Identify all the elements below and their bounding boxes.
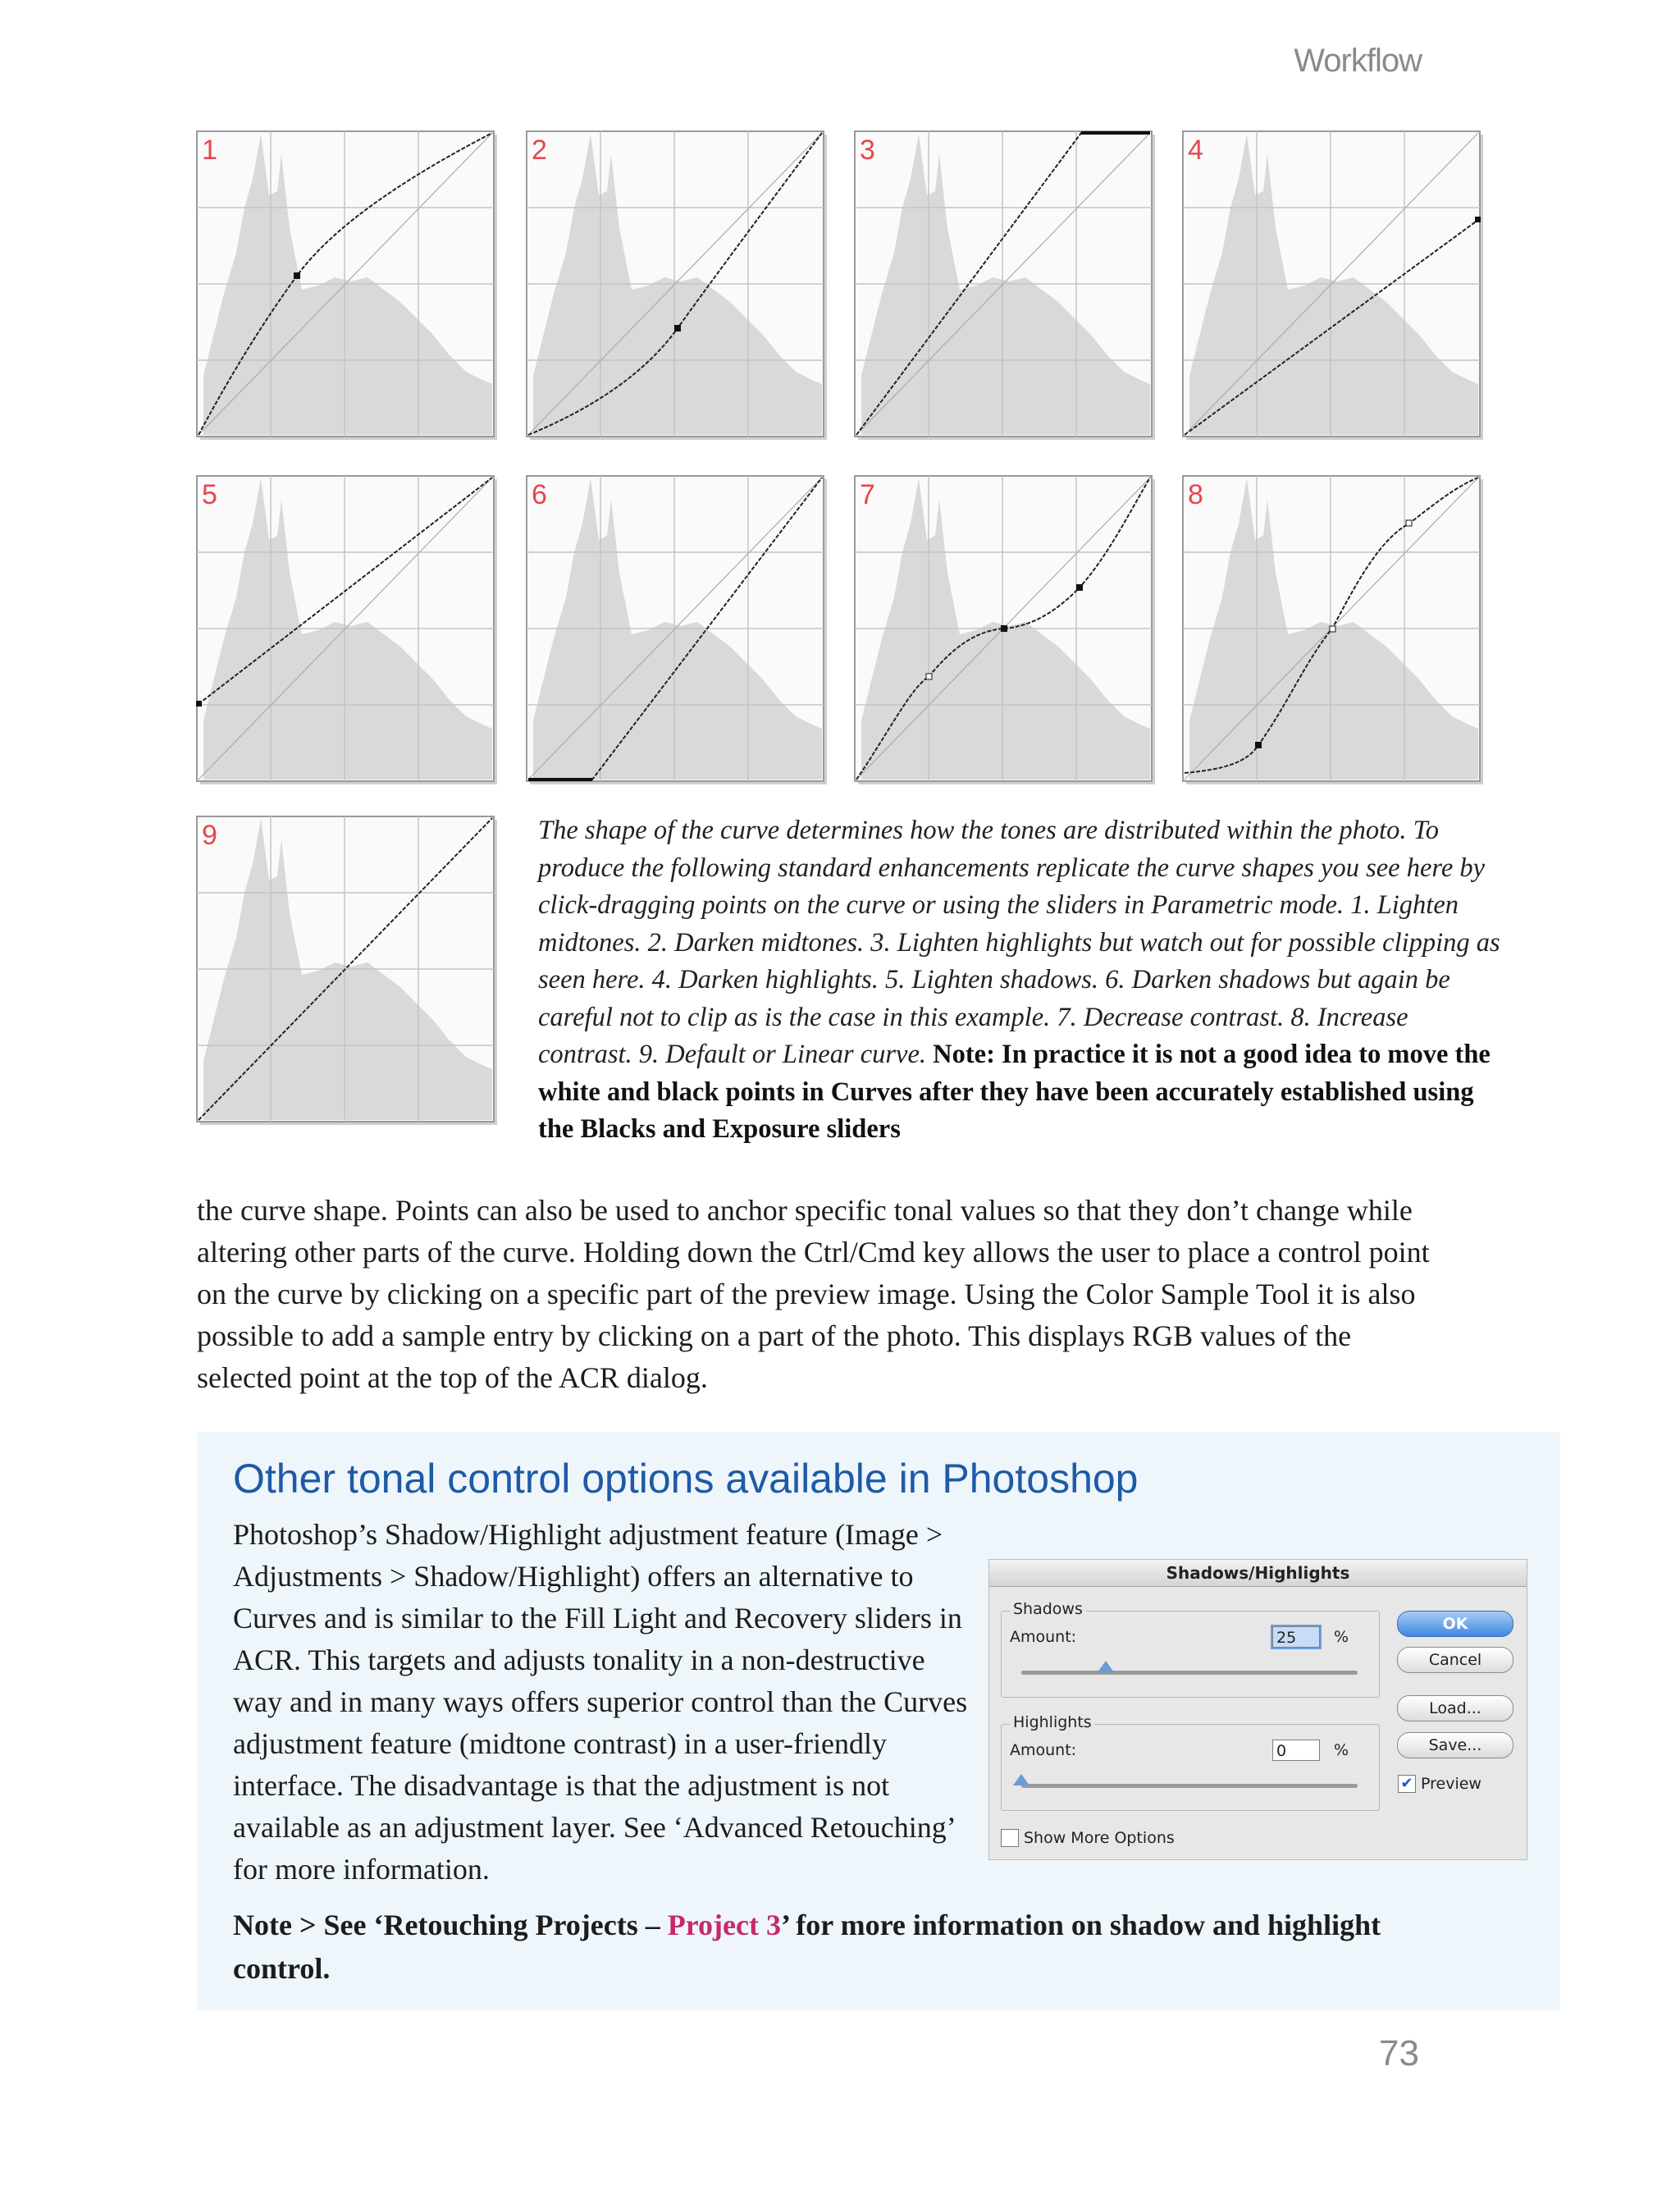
curve-panel-2 [525,130,829,441]
box-title: Other tonal control options available in Photoshop [233,1456,1139,1502]
highlights-amount-label: Amount: [1010,1741,1077,1759]
panel-number: 3 [860,135,875,166]
shadows-percent: % [1334,1628,1349,1646]
box-text: Photoshop’s Shadow/Highlight adjustment feature (Image > Adjustments > Shadow/Highlight) offers an alternative to Curves and is similar to the Fill Light and Recovery sliders in ACR. This targets and adjusts tonality in a non-destructive way and in many ways offers superior control than the Curves adjustment feature (midtone contrast) in a user-friendly interface. The disadvantage is that the adjustment is not available as an adjustment layer. See ‘Advanced Retouching’ for more information. [233,1518,968,1886]
running-header: Workflow [1294,43,1422,79]
curve-graph [1181,474,1485,786]
save-button[interactable]: Save... [1397,1732,1513,1758]
shadows-group [1001,1600,1380,1698]
panel-number: 1 [202,135,217,166]
panel-number: 8 [1188,479,1203,510]
preview-label: Preview [1421,1775,1481,1793]
show-more-checkbox[interactable] [1001,1829,1019,1847]
highlights-percent: % [1334,1741,1349,1759]
curve-graph [525,130,829,441]
highlights-group-label: Highlights [1010,1713,1095,1731]
dialog-title: Shadows/Highlights [989,1560,1527,1587]
note-prefix: Note > See ‘Retouching Projects – [233,1909,668,1941]
shadows-amount-label: Amount: [1010,1628,1077,1646]
curve-panel-4 [1181,130,1485,441]
shadows-amount-input[interactable]: 25 [1272,1626,1320,1648]
panel-number: 4 [1188,135,1203,166]
highlights-slider[interactable] [1021,1784,1358,1788]
figure-caption [538,812,1503,1149]
shadows-group-label: Shadows [1010,1600,1086,1618]
curve-graph [195,474,499,786]
panel-number: 2 [532,135,547,166]
panel-number: 5 [202,479,217,510]
curve-graph [195,815,499,1127]
curve-panel-5 [195,474,499,786]
curve-graph [525,474,829,786]
curve-panel-1 [195,130,499,441]
cancel-button[interactable]: Cancel [1397,1647,1513,1673]
panel-number: 9 [202,820,217,851]
body-paragraph: the curve shape. Points can also be used to anchor specific tonal values so that they don’t change while altering other parts of the curve. Holding down the Ctrl/Cmd key allows the user to place a control point on the curve by clicking on a specific part of the preview image. Using the Color Sample Tool it is also possible to add a sample entry by clicking on a part of the photo. This displays RGB values of the selected point at the top of the ACR dialog. [197,1194,1430,1394]
preview-checkbox[interactable] [1398,1775,1416,1793]
load-button[interactable]: Load... [1397,1695,1513,1721]
sidebar-box [197,1432,1560,2010]
caption-italic: The shape of the curve determines how the tones are distributed within the photo. To produce the following standard enhancements replicate the curve shapes you see here by click-dragging points on the curve or using the sliders in Parametric mode. 1. Lighten midtones. 2. Darken midtones. 3. Lighten highlights but watch out for possible clipping as seen here. 4. Darken highlights. 5. Lighten shadows. 6. Darken shadows but again be careful not to clip as is the case in this example. 7. Decrease contrast. 8. Increase contrast. 9. Default or Linear curve. [538,816,1500,1069]
box-note [233,1904,1381,1991]
show-more-label: Show More Options [1024,1829,1175,1847]
body-text [197,1190,1452,1399]
shadows-highlights-dialog [988,1559,1527,1860]
panel-number: 7 [860,479,875,510]
page-number: 73 [1379,2033,1419,2073]
curve-graph [853,130,1157,441]
highlights-group [1001,1713,1380,1811]
caption-bold-note: Note: In practice it is not a good idea to move the white and black points in Curves after they have been accurately established using the Blacks and Exposure sliders [538,1040,1491,1144]
curve-panel-6 [525,474,829,786]
note-suffix: ’ for more information on shadow and highlight control. [233,1909,1381,1985]
project-link[interactable]: Project 3 [667,1909,781,1941]
ok-button[interactable]: OK [1397,1611,1513,1637]
checkmark-icon: ✔ [1400,1775,1413,1792]
highlights-slider-thumb[interactable] [1013,1774,1029,1785]
shadows-slider[interactable] [1021,1671,1358,1675]
curve-graph [195,130,499,441]
curve-graph [853,474,1157,786]
panel-number: 6 [532,479,547,510]
highlights-amount-input[interactable]: 0 [1272,1740,1320,1761]
curve-panel-9 [195,815,499,1127]
curve-panel-7 [853,474,1157,786]
shadows-slider-thumb[interactable] [1098,1661,1114,1672]
curve-panel-8 [1181,474,1485,786]
curve-graph [1181,130,1485,441]
curve-panel-3 [853,130,1157,441]
